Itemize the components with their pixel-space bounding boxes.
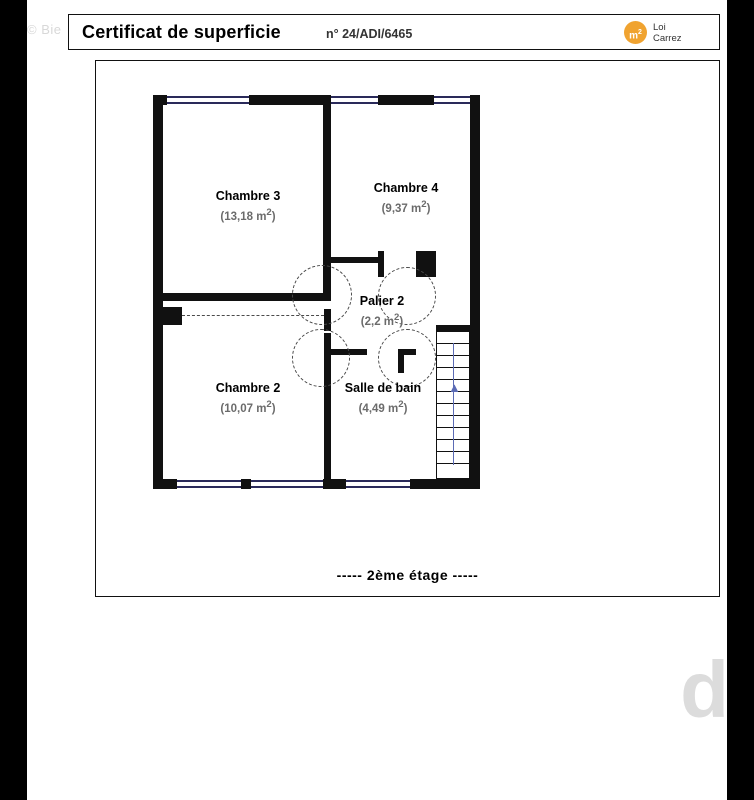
watermark-bottom-right: d: [680, 645, 729, 734]
room-name: Chambre 2: [215, 381, 281, 395]
window-bottom-right: [346, 480, 410, 488]
certificate-reference: n° 24/ADI/6465: [326, 27, 413, 41]
room-area: [330, 310, 434, 330]
room-label-chambre2: [178, 381, 318, 417]
room-area-close: ): [399, 315, 404, 328]
room-area-close: ): [426, 202, 431, 215]
room-area-value: (2,2 m: [360, 315, 395, 328]
room-area-close: ): [403, 402, 408, 415]
room-area-exponent: 2: [398, 399, 404, 410]
wall-inner-vertical-top: [323, 95, 331, 263]
door-swing-chambre2: [292, 329, 350, 387]
room-label-palier2: [330, 294, 434, 330]
room-area: [178, 397, 318, 417]
wall-segment: [378, 251, 384, 277]
room-area-exponent: 2: [421, 199, 427, 210]
wall-segment: [249, 95, 331, 105]
certificate-header: [68, 14, 720, 50]
room-area: [178, 205, 318, 225]
page-title: Certificat de superficie: [82, 22, 281, 42]
document-page: [27, 0, 727, 800]
floor-plan: [95, 60, 720, 597]
room-area-exponent: 2: [266, 207, 272, 218]
room-area-value: (10,07 m: [220, 402, 267, 415]
door-swing-salledebain: [378, 329, 436, 387]
wall-segment: [153, 479, 177, 489]
wall-inner-horizontal-upper: [163, 293, 291, 301]
wall-segment: [331, 257, 381, 263]
room-name: Palier 2: [359, 294, 405, 308]
window-bottom-left: [177, 480, 241, 488]
window-top-middle: [331, 96, 378, 104]
logo-caption-line1: Loi: [653, 22, 666, 33]
room-label-salle-de-bain: [328, 381, 438, 417]
room-area-value: (4,49 m: [358, 402, 399, 415]
room-name: Salle de bain: [344, 381, 422, 395]
room-name: Chambre 3: [215, 189, 281, 203]
wall-segment: [378, 95, 434, 105]
watermark-top-left: © Bie: [27, 22, 62, 37]
room-label-chambre3: [178, 189, 318, 225]
wall-right: [470, 95, 480, 489]
floor-caption: ----- 2ème étage -----: [336, 567, 479, 583]
room-area-value: (9,37 m: [381, 202, 422, 215]
room-area-close: ): [271, 402, 276, 415]
stair-direction-arrow-icon: ▲: [448, 380, 461, 395]
window-top-left: [167, 96, 249, 104]
logo-badge-exponent: 2: [638, 29, 642, 36]
wall-segment: [241, 479, 251, 489]
room-label-chambre4: [336, 181, 476, 217]
room-name: Chambre 4: [373, 181, 439, 195]
room-area-exponent: 2: [394, 312, 400, 323]
wall-left-upper: [153, 95, 163, 293]
logo-badge-letter: m: [629, 30, 638, 42]
wall-left-lower: [153, 309, 163, 489]
carrez-logo-icon: [624, 21, 647, 44]
window-top-right: [434, 96, 472, 104]
room-area-exponent: 2: [266, 399, 272, 410]
wall-block-left: [162, 307, 182, 325]
room-area-close: ): [271, 210, 276, 223]
logo-caption: [653, 22, 705, 44]
wall-segment: [410, 479, 480, 489]
window-bottom-left2: [251, 480, 323, 488]
stair-direction-line: [453, 343, 454, 465]
room-area: [336, 197, 476, 217]
room-area: [328, 397, 438, 417]
room-area-value: (13,18 m: [220, 210, 267, 223]
logo-caption-line2: Carrez: [653, 33, 682, 44]
